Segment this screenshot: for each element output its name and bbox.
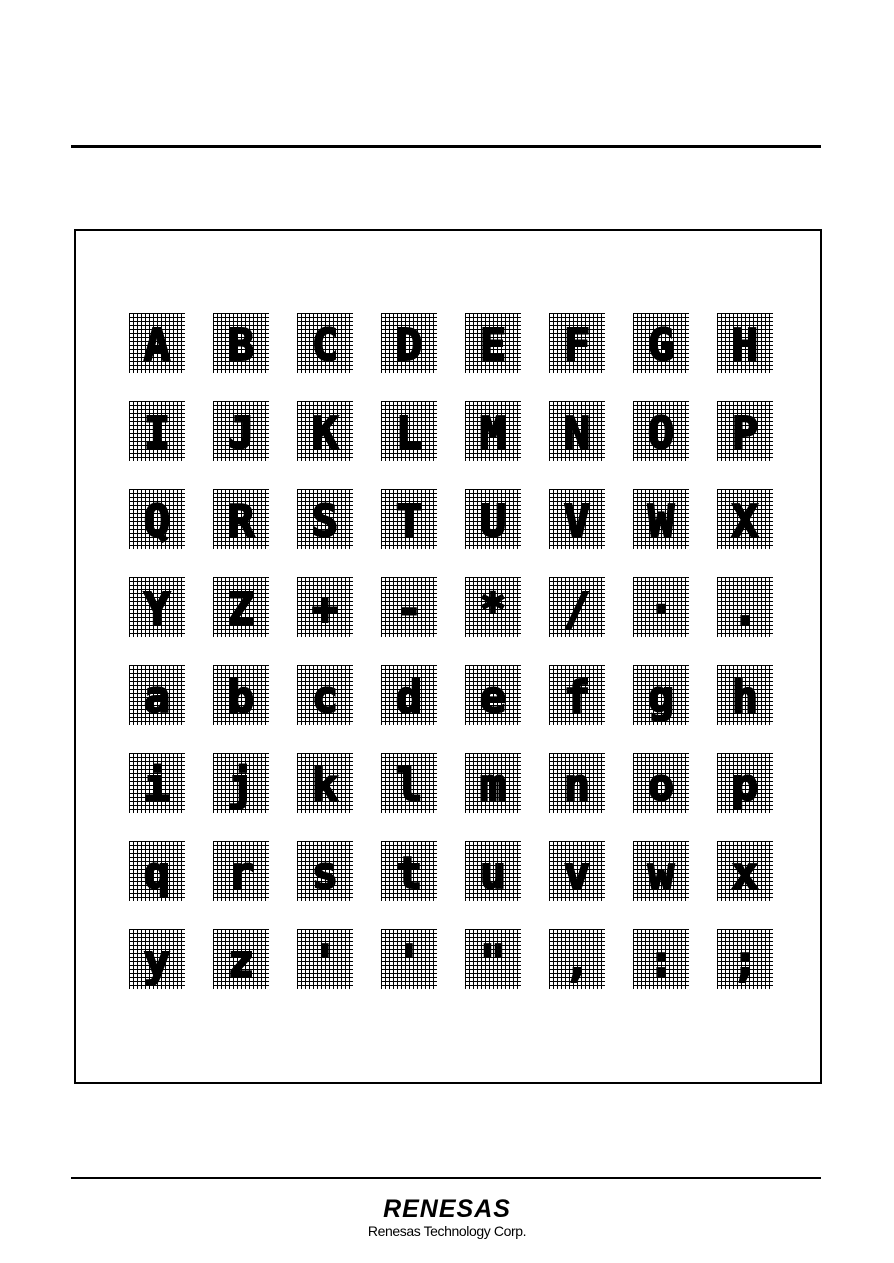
glyph-cell-lower-l-r6c4 [381, 753, 437, 813]
glyph-cell-upper-o-r2c7 [633, 401, 689, 461]
glyph-character: ' [395, 936, 423, 987]
glyph-character: f [563, 672, 591, 723]
glyph-character: G [647, 320, 675, 371]
glyph-cell-lower-g-r5c7 [633, 665, 689, 725]
glyph-cell-lower-s-r7c3 [297, 841, 353, 901]
glyph-character: U [479, 496, 507, 547]
glyph-cell-colon-r8c7 [633, 929, 689, 989]
glyph-cell-lower-z-r8c2 [213, 929, 269, 989]
glyph-character: . [731, 584, 759, 635]
glyph-character: h [731, 672, 759, 723]
glyph-character: + [311, 584, 339, 635]
glyph-cell-upper-t-r3c4 [381, 489, 437, 549]
glyph-cell-lower-y-r8c1 [129, 929, 185, 989]
logo-wordmark: RENESAS [383, 1195, 511, 1222]
glyph-cell-upper-h-r1c8 [717, 313, 773, 373]
glyph-cell-upper-e-r1c5 [465, 313, 521, 373]
glyph-character: L [395, 408, 423, 459]
glyph-character: q [143, 848, 171, 899]
glyph-character: e [479, 672, 507, 723]
glyph-character: B [227, 320, 255, 371]
glyph-character: l [395, 760, 423, 811]
glyph-character: O [647, 408, 675, 459]
glyph-cell-upper-f-r1c6 [549, 313, 605, 373]
glyph-cell-lower-d-r5c4 [381, 665, 437, 725]
glyph-cell-lower-f-r5c6 [549, 665, 605, 725]
glyph-character: A [143, 320, 171, 371]
glyph-character: Y [143, 584, 171, 635]
glyph-cell-lower-p-r6c8 [717, 753, 773, 813]
glyph-cell-lower-k-r6c3 [297, 753, 353, 813]
glyph-character: J [227, 408, 255, 459]
glyph-character: P [731, 408, 759, 459]
glyph-character: o [647, 760, 675, 811]
glyph-cell-upper-v-r3c6 [549, 489, 605, 549]
glyph-cell-upper-n-r2c6 [549, 401, 605, 461]
glyph-cell-upper-g-r1c7 [633, 313, 689, 373]
glyph-cell-middle-dot-r4c7 [633, 577, 689, 637]
renesas-logo [347, 1192, 547, 1222]
glyph-cell-apostrophe-r8c4 [381, 929, 437, 989]
glyph-cell-period-r4c8 [717, 577, 773, 637]
glyph-cell-semicolon-r8c8 [717, 929, 773, 989]
glyph-cell-slash-r4c6 [549, 577, 605, 637]
glyph-character: Q [143, 496, 171, 547]
glyph-character: j [227, 760, 255, 811]
glyph-cell-comma-r8c6 [549, 929, 605, 989]
glyph-character: Z [227, 584, 255, 635]
glyph-cell-lower-b-r5c2 [213, 665, 269, 725]
glyph-cell-upper-s-r3c3 [297, 489, 353, 549]
glyph-character: T [395, 496, 423, 547]
glyph-character: : [647, 936, 675, 987]
glyph-character: ' [311, 936, 339, 987]
glyph-cell-lower-v-r7c6 [549, 841, 605, 901]
glyph-character: , [563, 936, 591, 987]
glyph-cell-lower-w-r7c7 [633, 841, 689, 901]
glyph-character: t [395, 848, 423, 899]
glyph-character: c [311, 672, 339, 723]
glyph-cell-upper-x-r3c8 [717, 489, 773, 549]
glyph-cell-upper-m-r2c5 [465, 401, 521, 461]
glyph-cell-upper-w-r3c7 [633, 489, 689, 549]
glyph-cell-lower-o-r6c7 [633, 753, 689, 813]
glyph-cell-upper-j-r2c2 [213, 401, 269, 461]
glyph-cell-upper-q-r3c1 [129, 489, 185, 549]
glyph-cell-upper-a-r1c1 [129, 313, 185, 373]
footer [0, 1192, 894, 1239]
glyph-character: d [395, 672, 423, 723]
glyph-cell-lower-n-r6c6 [549, 753, 605, 813]
glyph-character: * [479, 584, 507, 635]
glyph-character: E [479, 320, 507, 371]
glyph-character: F [563, 320, 591, 371]
glyph-character: a [143, 672, 171, 723]
glyph-character: s [311, 848, 339, 899]
glyph-cell-upper-p-r2c8 [717, 401, 773, 461]
glyph-character: V [563, 496, 591, 547]
company-name: Renesas Technology Corp. [367, 1223, 527, 1239]
glyph-cell-upper-u-r3c5 [465, 489, 521, 549]
glyph-cell-apostrophe-r8c3 [297, 929, 353, 989]
glyph-cell-lower-r-r7c2 [213, 841, 269, 901]
glyph-cell-lower-t-r7c4 [381, 841, 437, 901]
glyph-character: C [311, 320, 339, 371]
glyph-cell-lower-x-r7c8 [717, 841, 773, 901]
footer-rule [71, 1177, 821, 1179]
glyph-cell-upper-d-r1c4 [381, 313, 437, 373]
glyph-character: p [731, 760, 759, 811]
glyph-cell-upper-k-r2c3 [297, 401, 353, 461]
glyph-cell-upper-r-r3c2 [213, 489, 269, 549]
glyph-cell-upper-c-r1c3 [297, 313, 353, 373]
glyph-cell-lower-q-r7c1 [129, 841, 185, 901]
glyph-character: n [563, 760, 591, 811]
glyph-character: / [563, 584, 591, 635]
glyph-character: g [647, 672, 675, 723]
glyph-character: m [479, 760, 507, 811]
glyph-character: r [227, 848, 255, 899]
glyph-character: u [479, 848, 507, 899]
glyph-cell-lower-a-r5c1 [129, 665, 185, 725]
glyph-character: - [395, 584, 423, 635]
glyph-character: " [479, 936, 507, 987]
glyph-character: S [311, 496, 339, 547]
glyph-cell-lower-j-r6c2 [213, 753, 269, 813]
glyph-cell-lower-h-r5c8 [717, 665, 773, 725]
glyph-cell-upper-y-r4c1 [129, 577, 185, 637]
glyph-cell-upper-z-r4c2 [213, 577, 269, 637]
glyph-character: N [563, 408, 591, 459]
glyph-cell-upper-b-r1c2 [213, 313, 269, 373]
glyph-character: D [395, 320, 423, 371]
glyph-character: z [227, 936, 255, 987]
glyph-cell-upper-l-r2c4 [381, 401, 437, 461]
glyph-character: W [647, 496, 675, 547]
glyph-cell-asterisk-r4c5 [465, 577, 521, 637]
glyph-character: i [143, 760, 171, 811]
glyph-character: k [311, 760, 339, 811]
glyph-character: b [227, 672, 255, 723]
glyph-character: · [647, 584, 675, 635]
glyph-character: v [563, 848, 591, 899]
glyph-character: M [479, 408, 507, 459]
glyph-character: y [143, 936, 171, 987]
glyph-cell-minus-r4c4 [381, 577, 437, 637]
glyph-cell-lower-e-r5c5 [465, 665, 521, 725]
glyph-cell-upper-i-r2c1 [129, 401, 185, 461]
glyph-character: ; [731, 936, 759, 987]
glyph-cell-lower-c-r5c3 [297, 665, 353, 725]
glyph-character: X [731, 496, 759, 547]
glyph-cell-plus-r4c3 [297, 577, 353, 637]
glyph-cell-lower-m-r6c5 [465, 753, 521, 813]
glyph-cell-lower-i-r6c1 [129, 753, 185, 813]
glyph-character: w [647, 848, 675, 899]
glyph-character: H [731, 320, 759, 371]
glyph-character: x [731, 848, 759, 899]
glyph-cell-lower-u-r7c5 [465, 841, 521, 901]
glyph-cell-double-quote-r8c5 [465, 929, 521, 989]
glyph-character: I [143, 408, 171, 459]
glyph-character: K [311, 408, 339, 459]
glyph-character: R [227, 496, 255, 547]
